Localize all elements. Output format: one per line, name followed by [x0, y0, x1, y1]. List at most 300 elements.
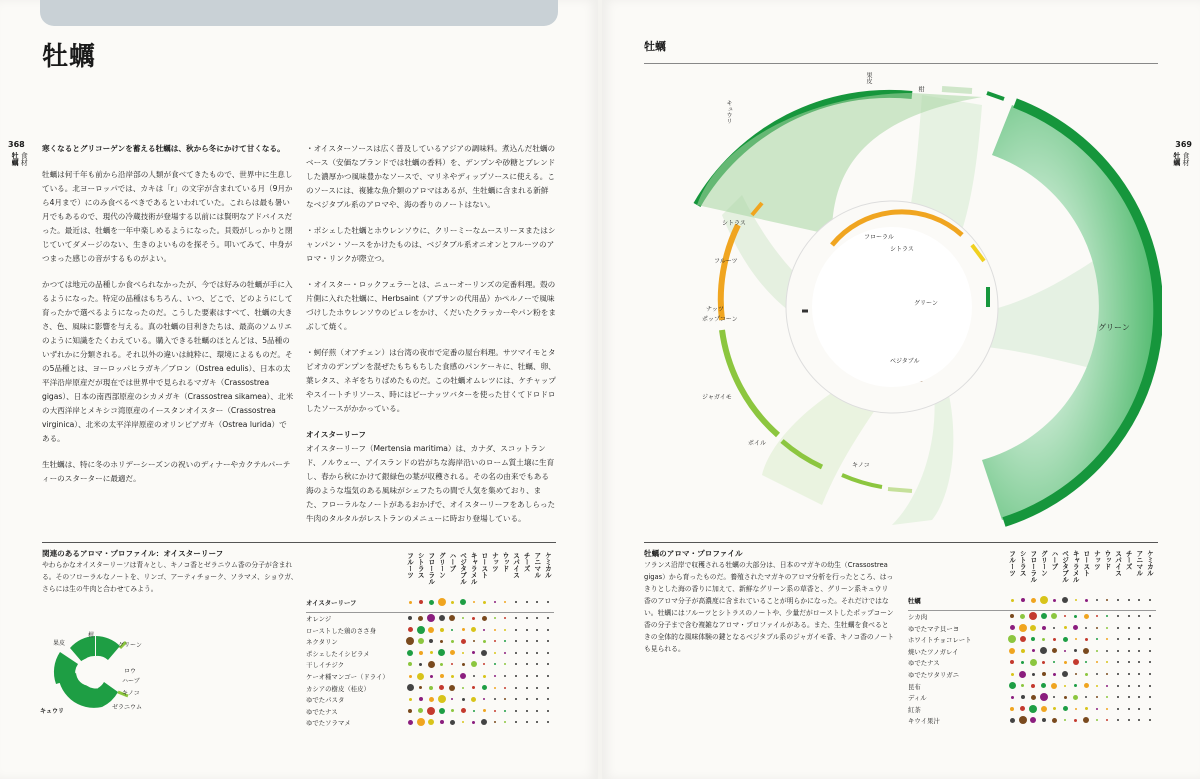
table-dot — [451, 629, 453, 631]
table-dot — [429, 697, 434, 702]
text-column-2 — [306, 142, 556, 538]
table-dot — [504, 601, 506, 603]
table-dot — [547, 640, 549, 642]
table-dot — [547, 698, 549, 700]
profile-title: 牡蠣のアロマ・プロファイル — [644, 549, 743, 558]
table-dot — [1106, 708, 1108, 710]
table-dot — [472, 721, 475, 724]
table-dot — [1010, 718, 1015, 723]
table-dot — [1010, 614, 1014, 618]
table-dot — [1075, 638, 1077, 640]
table-dot — [408, 720, 413, 725]
table-dot — [1042, 626, 1046, 630]
table-column-header: ロースト — [1081, 550, 1090, 577]
table-dot — [409, 698, 412, 701]
table-dot — [1096, 685, 1098, 687]
table-dot — [1031, 637, 1035, 641]
table-dot — [1064, 615, 1066, 617]
table-dot — [1041, 683, 1046, 688]
table-column-header: ナッツ — [490, 552, 499, 572]
table-dot — [1010, 707, 1014, 711]
table-row-label: ケーオ種マンゴー（ドライ） — [306, 673, 389, 681]
table-dot — [536, 698, 538, 700]
table-dot — [1019, 716, 1027, 724]
table-row-label: キウイ果汁 — [908, 717, 940, 726]
table-dot — [1064, 650, 1066, 652]
table-dot — [526, 687, 528, 689]
table-row-label: ローストした鶏のささ身 — [306, 626, 376, 635]
table-dot — [451, 640, 454, 643]
table-dot — [1009, 648, 1015, 654]
table-dot — [1073, 695, 1078, 700]
table-column-header: シトラス — [1018, 550, 1027, 577]
table-dot — [481, 719, 487, 725]
table-dot — [1064, 719, 1066, 721]
table-dot — [1020, 706, 1025, 711]
table-dot — [1030, 625, 1036, 631]
table-dot — [494, 710, 496, 712]
table-dot — [547, 675, 549, 677]
table-dot — [439, 685, 444, 690]
section-rule — [42, 542, 556, 543]
table-dot — [547, 687, 549, 689]
table-dot — [408, 662, 412, 666]
table-dot — [494, 601, 496, 603]
table-dot — [536, 617, 538, 619]
left-page — [0, 0, 598, 779]
wheel-label: キュウリ — [725, 100, 732, 124]
table-column-header: アニマル — [1134, 550, 1143, 577]
table-dot — [504, 617, 506, 619]
table-dot — [515, 721, 517, 723]
table-dot — [1106, 615, 1108, 617]
table-dot — [451, 698, 453, 700]
table-dot — [1096, 673, 1098, 675]
table-dot — [438, 649, 445, 656]
table-column-header: ハーブ — [447, 552, 456, 572]
table-dot — [429, 639, 433, 643]
table-dot — [406, 637, 414, 645]
table-dot — [1040, 596, 1048, 604]
table-dot — [419, 600, 423, 604]
table-dot — [417, 673, 424, 680]
table-row-label: シカ肉 — [908, 613, 928, 621]
table-dot — [1149, 650, 1151, 652]
wheel-label: キノコ — [852, 462, 870, 469]
table-dot — [1149, 708, 1151, 710]
table-row-label: 焼いたツノガレイ — [908, 647, 959, 656]
paragraph: かつては地元の品種しか食べられなかったが、今では好みの牡蠣が手に入るようになった。特定の品種はもちろん、いつ、どこで、どのようにして育ったかで選べるようになったのだ。こうした要素はすべて、牡蠣の大きさ、色、風味に影響を与える。真の牡蠣の目利きたちは、最高のソムリエのように知識をたくわえている。購入できる牡蠣のほとんどは、5品種のいずれかに分類される。それ以外の違いは純粋に、環境によるものだ。その5品種とは、ヨーロッパヒラガキ／ブロン（Ostrea edulis）、日本の太平洋沿岸原産だが現在では世界中で見られるマガキ（Crassostrea gigas）、日本の南西部原産のシカメガキ（Crassostrea sikamea）、北米の大西洋岸とメキシコ湾原産のイースタンオイスター（Crassostrea virginica）、北米の太平洋岸原産のオリンピアガキ（Ostrea lurida）である。 — [42, 280, 294, 443]
table-dot — [418, 616, 423, 621]
table-dot — [547, 710, 549, 712]
table-dot — [515, 675, 517, 677]
table-dot — [1085, 673, 1088, 676]
table-dot — [1053, 673, 1056, 676]
side-tab-item: 牡蠣 — [11, 152, 20, 166]
table-dot — [1117, 673, 1119, 675]
table-dot — [1138, 696, 1140, 698]
table-dot — [1051, 613, 1057, 619]
table-dot — [471, 697, 476, 702]
table-dot — [1064, 626, 1067, 629]
table-dot — [1138, 685, 1140, 687]
table-dot — [1052, 648, 1057, 653]
table-dot — [1053, 638, 1056, 641]
table-dot — [526, 663, 528, 665]
wheel-label: ポップコーン — [702, 316, 738, 323]
table-dot — [449, 685, 455, 691]
table-column-header: フルーツ — [1007, 550, 1016, 577]
bullet-paragraph: ・ポシェした牡蠣とホウレンソウに、クリーミーなムースリーヌまたはシャンパン・ソースをかけたものは、ベジタブル系オニオンとフルーツのアロマ・リンクが際立つ。 — [306, 226, 556, 263]
table-dot — [504, 675, 506, 677]
table-dot — [1040, 693, 1048, 701]
bullet-paragraph: ・蚵仔煎（オアチェン）は台湾の夜市で定番の屋台料理。サツマイモとタピオカのデンプンを混ぜたもちもちした食感のパンケーキに、牡蠣、卵、葉レタス、ネギをちりばめたものだ。この牡蠣オムレツには、ケチャップやスイートチリソース、時にはピーナッツバターを使った甘くてドロドロしたソースがかかっている。 — [306, 348, 556, 413]
paragraph: 牡蠣は何千年も前から沿岸部の人類が食べてきたもので、世界中に生息している。北ヨーロッパでは、カキは「r」の文字が含まれている月（9月から4月まで）にのみ食べるべきであるといわれていた。これらは最も暑い月でもあるので、現代の冷蔵技術が登場する以前には賢明なアドバイスだった。最近は、牡蠣を一年中楽しめるようになった。貝殻がしっかりと閉じていてダメージのない、生きのよいものを探そう。叩いてみて、中身がつまった感じの音がするものがよい。 — [42, 170, 293, 263]
table-dot — [1128, 708, 1130, 710]
table-row-label: ゆでたパスタ — [306, 696, 345, 705]
mini-wheel-label: ロウ — [124, 668, 137, 675]
table-row-label: ゆでたナス — [306, 707, 338, 716]
table-dot — [515, 687, 517, 689]
table-dot — [1009, 682, 1016, 689]
table-dot — [1074, 719, 1077, 722]
table-dot — [526, 721, 528, 723]
table-column-header: ケミカル — [543, 552, 552, 579]
mini-wheel-label: ゼラニウム — [112, 704, 142, 711]
table-dot — [1020, 614, 1025, 619]
table-dot — [429, 686, 433, 690]
table-dot — [1062, 597, 1068, 603]
table-dot — [1042, 718, 1046, 722]
table-dot — [438, 598, 446, 606]
table-dot — [460, 673, 466, 679]
table-dot — [1029, 612, 1037, 620]
table-dot — [1117, 696, 1119, 698]
table-dot — [462, 698, 465, 701]
table-dot — [504, 652, 506, 654]
table-dot — [449, 615, 455, 621]
table-dot — [1042, 661, 1045, 664]
table-dot — [417, 626, 425, 634]
table-dot — [494, 617, 496, 619]
table-dot — [1031, 684, 1035, 688]
table-dot — [1031, 598, 1036, 603]
table-dot — [451, 709, 454, 712]
table-row-label: ゆでたマテ貝ーヨ — [908, 624, 960, 633]
table-dot — [450, 650, 455, 655]
table-dot — [1021, 695, 1025, 699]
table-dot — [547, 601, 549, 603]
table-dot — [419, 686, 422, 689]
bullet-paragraph: ・オイスター・ロックフェラーとは、ニューオーリンズの定番料理。殻の片側に入れた牡蠣に、Herbsaint（アブサンの代用品）かペルノーで風味づけしたホウレンソウのピュレをかけ、くだいたクラッカーやパン粉をまぶして焼く。 — [306, 280, 556, 331]
table-dot — [547, 629, 549, 631]
title-rule — [644, 63, 1158, 64]
table-dot — [536, 663, 538, 665]
table-dot — [1138, 627, 1140, 629]
table-dot — [1062, 671, 1068, 677]
table-dot — [1149, 696, 1151, 698]
table-dot — [1085, 627, 1087, 629]
mini-wheel-label: キュウリ — [40, 708, 65, 715]
table-dot — [1106, 673, 1108, 675]
table-dot — [1096, 696, 1098, 698]
table-dot — [1008, 635, 1016, 643]
table-dot — [462, 721, 464, 723]
table-dot — [472, 617, 475, 620]
table-dot — [526, 710, 528, 712]
table-dot — [1051, 683, 1057, 689]
table-dot — [1063, 706, 1068, 711]
table-dot — [483, 663, 485, 665]
wheel-label: ジャガイモ — [702, 394, 732, 401]
table-dot — [515, 663, 517, 665]
table-dot — [1117, 708, 1119, 710]
table-dot — [1128, 650, 1130, 652]
table-dot — [408, 616, 412, 620]
table-column-header: キャラメル — [1071, 550, 1080, 583]
table-column-header: グリーン — [437, 552, 446, 579]
mini-wheel-label: 柑 — [88, 632, 95, 639]
table-dot — [1021, 684, 1024, 687]
table-dot — [1106, 627, 1108, 629]
table-dot — [1106, 685, 1108, 687]
table-column-header: ウッド — [500, 552, 509, 572]
table-main-row-label: 牡蠣 — [908, 597, 921, 605]
table-dot — [1040, 647, 1047, 654]
table-dot — [504, 663, 506, 665]
table-dot — [482, 685, 487, 690]
table-dot — [430, 675, 433, 678]
table-dot — [1117, 650, 1119, 652]
table-dot — [1149, 719, 1151, 721]
table-dot — [473, 675, 475, 677]
table-dot — [409, 601, 412, 604]
table-dot — [1128, 599, 1130, 601]
page-number: 369 — [1175, 140, 1192, 149]
table-dot — [408, 627, 413, 632]
table-dot — [1117, 599, 1119, 601]
table-dot — [462, 663, 465, 666]
table-dot — [1053, 661, 1055, 663]
table-dot — [1149, 627, 1151, 629]
table-dot — [536, 640, 538, 642]
table-dot — [1096, 599, 1098, 601]
table-rule — [306, 612, 554, 613]
table-dot — [462, 687, 464, 689]
table-dot — [504, 629, 506, 631]
mini-wheel-label: 果皮 — [53, 640, 66, 647]
table-dot — [439, 708, 445, 714]
table-dot — [1042, 638, 1045, 641]
related-profile-block — [42, 548, 302, 595]
table-dot — [483, 601, 486, 604]
table-dot — [515, 652, 517, 654]
table-dot — [430, 651, 433, 654]
table-dot — [504, 640, 506, 642]
table-dot — [1083, 717, 1089, 723]
side-tab-category: 食材 — [20, 152, 29, 166]
table-dot — [1117, 685, 1119, 687]
table-dot — [1011, 673, 1014, 676]
table-dot — [462, 652, 464, 654]
table-dot — [1085, 638, 1088, 641]
table-dot — [1138, 650, 1140, 652]
table-column-header: チーズ — [1124, 550, 1133, 570]
table-dot — [1128, 685, 1130, 687]
page-number: 368 — [8, 140, 25, 149]
table-row-label: ネクタリン — [306, 638, 338, 647]
table-dot — [1073, 659, 1079, 665]
table-row-label: ホワイトチョコレート — [908, 636, 972, 645]
table-dot — [460, 599, 466, 605]
wheel-label: ボイル — [748, 440, 767, 447]
table-dot — [408, 709, 412, 713]
table-dot — [494, 721, 496, 723]
table-dot — [526, 601, 528, 603]
table-dot — [1149, 661, 1151, 663]
wheel-label: ナッツ — [706, 306, 724, 313]
table-column-header: ハーブ — [1049, 550, 1058, 570]
table-dot — [526, 675, 528, 677]
table-dot — [439, 615, 445, 621]
wheel-label: 柑 — [917, 86, 924, 92]
table-dot — [1085, 696, 1087, 698]
wheel-label: グリーン — [1098, 323, 1130, 332]
table-dot — [473, 710, 475, 712]
table-column-header: キャラメル — [469, 552, 478, 585]
wheel-label: ベジタブル — [890, 358, 920, 365]
table-column-header: グリーン — [1039, 550, 1048, 577]
table-dot — [1106, 696, 1108, 698]
table-dot — [1010, 660, 1014, 664]
table-dot — [451, 601, 454, 604]
table-row-label: 昆布 — [908, 682, 921, 691]
table-dot — [1021, 598, 1025, 602]
table-dot — [1042, 672, 1046, 676]
table-dot — [504, 721, 506, 723]
table-dot — [547, 617, 549, 619]
table-dot — [1138, 599, 1140, 601]
table-dot — [473, 640, 475, 642]
table-dot — [1106, 719, 1108, 721]
mini-wheel-label: グリーン — [118, 642, 142, 649]
table-dot — [504, 687, 506, 689]
table-dot — [1128, 615, 1130, 617]
table-row-label: ポシェしたイシビラメ — [306, 649, 370, 658]
table-dot — [526, 652, 528, 654]
side-tab-item: 牡蠣 — [1172, 152, 1181, 166]
table-column-header: チーズ — [522, 552, 531, 572]
table-dot — [1138, 661, 1140, 663]
table-dot — [1149, 615, 1151, 617]
section-rule — [644, 542, 1158, 543]
table-dot — [1085, 599, 1088, 602]
table-dot — [427, 614, 435, 622]
aroma-profile-block — [644, 548, 894, 655]
table-dot — [450, 720, 455, 725]
profile-title: 関連のあるアロマ・プロファイル：オイスターリーフ — [42, 549, 224, 558]
table-dot — [1128, 638, 1130, 640]
table-dot — [1138, 615, 1140, 617]
table-dot — [1052, 718, 1057, 723]
table-dot — [1096, 615, 1098, 617]
table-dot — [1041, 613, 1047, 619]
table-row-label: ディル — [908, 694, 927, 703]
table-dot — [1021, 649, 1025, 653]
table-dot — [494, 640, 496, 642]
table-dot — [1064, 685, 1066, 687]
table-dot — [536, 601, 538, 603]
table-dot — [1075, 673, 1077, 675]
table-dot — [428, 719, 434, 725]
table-dot — [440, 628, 444, 632]
table-dot — [1117, 719, 1119, 721]
side-tab-category: 食材 — [1182, 152, 1190, 166]
table-dot — [526, 698, 528, 700]
table-dot — [1085, 661, 1087, 663]
table-dot — [1106, 661, 1108, 663]
bullet-paragraph: ・オイスターソースは広く普及しているアジアの調味料。煮込んだ牡蠣のベース（安価なブランドでは牡蠣の香料）を、デンプンや砂糖とブレンドした濃厚かつ風味豊かなソースで、マリネやディップソースに使える。このソースには、複雑な魚介類のアロマはあるが、生牡蠣に含まれる新鮮なベジタブル系のアロマや、海の香りのノートはない。 — [306, 144, 556, 209]
lead-text: 寒くなるとグリコーゲンを蓄える牡蠣は、秋から冬にかけて甘くなる。 — [42, 144, 285, 153]
table-dot — [536, 710, 538, 712]
table-dot — [1083, 648, 1089, 654]
table-dot — [494, 687, 496, 689]
table-dot — [1117, 638, 1119, 640]
table-dot — [472, 651, 475, 654]
table-dot — [409, 675, 412, 678]
table-dot — [1128, 627, 1130, 629]
table-dot — [481, 650, 487, 656]
table-dot — [536, 652, 538, 654]
table-dot — [536, 629, 538, 631]
profile-text: フランス沿岸で収穫される牡蠣の大部分は、日本のマガキの幼生（Crassostrea gigas）から育ったものだ。養殖されたマガキのアロマ分析を行ったところ、はっきりとした海の香りに加えて、新鮮なグリーン系の草香と、グリーン系キュウリ香のアロマ分子が高濃度に含まれていることが明らかになった。それだけではない。牡蠣にはフルーツとシトラスのノートや、少量だがローストしたポップコーン香の分子まで含む複雑なアロマ・プロファイルがある。また、生牡蠣を食べるときの全体的な風味体験の鍵となるベジタブル系のジャガイモ香、キノコ香のノートも見られる。 — [644, 561, 894, 653]
table-dot — [494, 663, 496, 665]
table-dot — [1096, 638, 1098, 640]
table-dot — [1020, 636, 1026, 642]
table-dot — [1138, 719, 1140, 721]
table-dot — [1117, 615, 1119, 617]
table-dot — [1117, 627, 1119, 629]
table-dot — [429, 600, 434, 605]
table-dot — [515, 640, 517, 642]
table-dot — [1096, 661, 1098, 663]
table-dot — [1074, 615, 1077, 618]
table-dot — [547, 663, 549, 665]
table-dot — [473, 601, 475, 603]
header-tab — [40, 0, 558, 26]
table-dot — [483, 709, 486, 712]
table-dot — [1011, 599, 1014, 602]
table-dot — [526, 617, 528, 619]
table-row-label: 干しイチジク — [306, 661, 345, 670]
table-dot — [461, 708, 466, 713]
table-column-header: シトラス — [416, 552, 425, 579]
table-dot — [471, 661, 477, 667]
table-dot — [462, 628, 465, 631]
table-dot — [1128, 661, 1130, 663]
table-dot — [536, 675, 538, 677]
table-dot — [1096, 627, 1098, 629]
table-dot — [451, 663, 453, 665]
table-dot — [1053, 696, 1055, 698]
table-main-row-label: オイスターリーフ — [306, 599, 357, 607]
table-dot — [1074, 684, 1077, 687]
table-dot — [471, 627, 476, 632]
table-dot — [1106, 650, 1108, 652]
table-dot — [1117, 661, 1119, 663]
table-dot — [1032, 649, 1035, 652]
wheel-label: シトラス — [890, 246, 914, 253]
